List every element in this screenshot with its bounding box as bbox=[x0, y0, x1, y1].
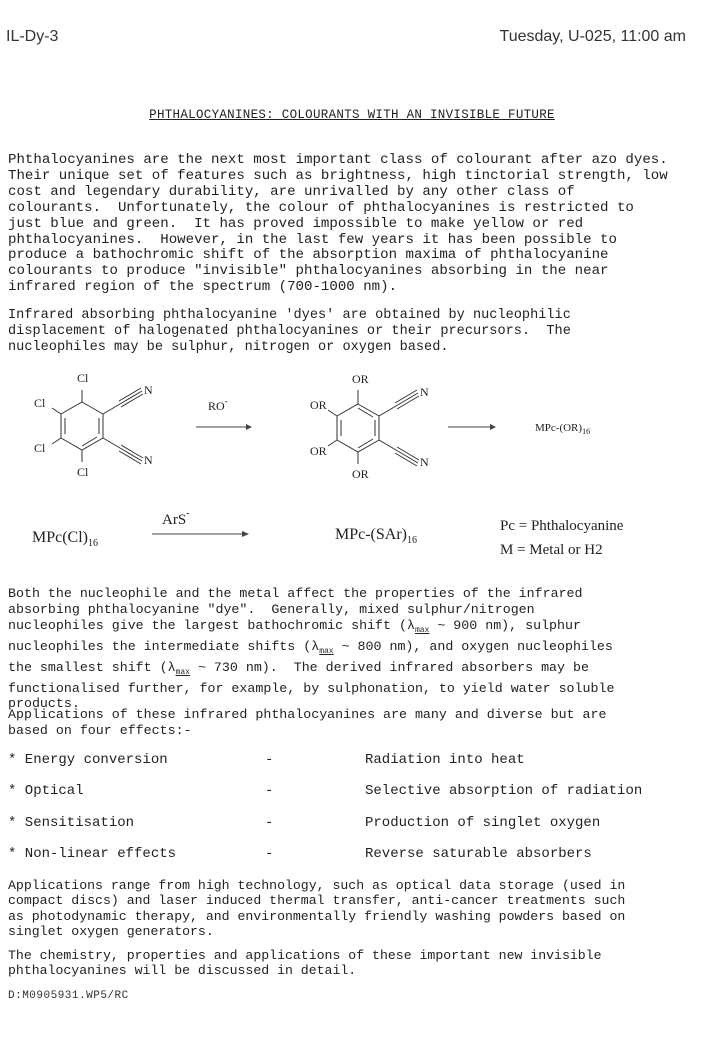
text-line: based on four effects:- bbox=[8, 722, 192, 738]
text-segment: functionalised further, for example, by sulphonation, to yield water soluble bbox=[8, 680, 615, 696]
text-line: colourants. Unfortunately, the colour of phthalocyanines is restricted to bbox=[8, 199, 634, 216]
tetrachlorophthalonitrile-structure bbox=[52, 388, 143, 464]
text-line: produce a bathochromic shift of the absorption maxima of phthalocyanine bbox=[8, 247, 609, 264]
legend-m: M = Metal or H2 bbox=[500, 542, 603, 558]
effect-dash: - bbox=[265, 752, 274, 768]
product-alkoxy-pc: MPc-$(OR)_{16}$ bbox=[535, 422, 591, 436]
reaction-arrow bbox=[196, 424, 252, 430]
text-line: phthalocyanines will be discussed in detail. bbox=[8, 963, 357, 979]
reaction-arrow bbox=[448, 424, 496, 430]
atom-cl: Cl bbox=[34, 441, 46, 455]
text-line: Applications range from high technology, such as optical data storage (used in bbox=[8, 878, 626, 893]
effect-dash: - bbox=[265, 815, 274, 831]
text-segment: Both the nucleophile and the metal affect the properties of the infrared bbox=[8, 586, 583, 601]
effect-dash: - bbox=[265, 846, 274, 862]
session-time: Tuesday, U-025, 11:00 am bbox=[499, 28, 686, 45]
document-title: PHTHALOCYANINES: COLOURANTS WITH AN INVISIBLE FUTURE bbox=[149, 108, 555, 122]
text-line: infrared region of the spectrum (700-1000 nm). bbox=[8, 279, 398, 296]
text-line bbox=[8, 639, 614, 660]
text-line: compact discs) and laser induced thermal transfer, anti-cancer treatments such bbox=[8, 893, 626, 909]
subscript-max: max bbox=[414, 625, 430, 635]
text-line: Phthalocyanines are the next most important class of colourant after azo dyes. bbox=[8, 152, 668, 168]
effect-description: Reverse saturable absorbers bbox=[365, 846, 592, 862]
text-segment: ~ 800 nm), and oxygen nucleophiles bbox=[333, 638, 613, 654]
effect-name: * Energy conversion bbox=[8, 752, 168, 768]
synthesis-paragraph bbox=[8, 308, 571, 356]
effect-name: * Non-linear effects bbox=[8, 846, 177, 862]
text-line bbox=[8, 586, 614, 602]
text-segment: nucleophiles the intermediate shifts (λ bbox=[8, 638, 320, 654]
effect-description: Radiation into heat bbox=[365, 752, 525, 768]
text-line: nucleophiles may be sulphur, nitrogen or oxygen based. bbox=[8, 339, 449, 355]
text-line: Their unique set of features such as brightness, high tinctorial strength, low bbox=[8, 167, 668, 184]
atom-n: N bbox=[144, 453, 153, 467]
atom-cl: Cl bbox=[34, 396, 46, 410]
effect-description: Selective absorption of radiation bbox=[365, 783, 643, 799]
text-segment: products. bbox=[8, 696, 80, 712]
effect-name: * Optical bbox=[8, 783, 84, 799]
text-line bbox=[8, 602, 614, 618]
atom-cl: Cl bbox=[77, 465, 89, 479]
atom-n: N bbox=[144, 383, 153, 397]
product-thio-pc: MPc-$(SAr)_{16}$ bbox=[335, 526, 417, 546]
reagent-arylthiolate: ArS- bbox=[162, 508, 190, 528]
subscript-max: max bbox=[175, 667, 190, 677]
reaction-arrow bbox=[152, 531, 249, 537]
legend-pc: Pc = Phthalocyanine bbox=[500, 518, 624, 534]
applications-paragraph bbox=[8, 878, 625, 939]
text-line: just blue and green. It has proved impossible to make yellow or red bbox=[8, 215, 584, 232]
text-segment: the smallest shift (λ bbox=[8, 659, 176, 675]
atom-n: N bbox=[420, 385, 429, 399]
tetraalkoxyphthalonitrile-structure bbox=[328, 390, 419, 466]
properties-paragraph bbox=[8, 586, 614, 712]
text-line: displacement of halogenated phthalocyanines or their precursors. The bbox=[8, 323, 571, 339]
file-reference: D:M0905931.WP5/RC bbox=[8, 990, 129, 1002]
text-segment: ~ 900 nm), sulphur bbox=[429, 617, 581, 633]
effect-dash: - bbox=[265, 783, 274, 799]
start-chloro-pc: $MPc(Cl)_{16}$ bbox=[32, 529, 98, 549]
text-line: colourants to produce "invisible" phthalocyanines absorbing in the near bbox=[8, 263, 609, 280]
text-line: phthalocyanines. However, in the last few years it has been possible to bbox=[8, 231, 617, 248]
intro-paragraph bbox=[8, 153, 668, 296]
text-line: as photodynamic therapy, and environmentally friendly washing powders based on bbox=[8, 908, 626, 924]
text-line: Applications of these infrared phthalocyanines are many and diverse but are bbox=[8, 707, 607, 722]
text-segment: ~ 730 nm). The derived infrared absorbers may be bbox=[189, 659, 589, 675]
closing-paragraph bbox=[8, 948, 602, 979]
group-or: OR bbox=[352, 467, 369, 481]
reagent-alkoxide: RO- bbox=[208, 396, 228, 413]
effect-description: Production of singlet oxygen bbox=[365, 815, 601, 831]
text-line: The chemistry, properties and applications of these important new invisible bbox=[8, 948, 602, 963]
text-line: Infrared absorbing phthalocyanine 'dyes' are obtained by nucleophilic bbox=[8, 308, 571, 323]
group-or: OR bbox=[310, 444, 327, 458]
applications-intro bbox=[8, 707, 606, 739]
group-or: OR bbox=[352, 372, 369, 386]
text-segment: absorbing phthalocyanine "dye". Generally, mixed sulphur/nitrogen bbox=[8, 601, 535, 617]
subscript-max: max bbox=[319, 646, 334, 656]
text-line: cost and legendary durability, are unrivalled by any other class of bbox=[8, 183, 575, 200]
reaction-scheme bbox=[0, 360, 704, 570]
text-line: singlet oxygen generators. bbox=[8, 923, 214, 939]
session-code: IL-Dy-3 bbox=[6, 28, 59, 45]
atom-n: N bbox=[420, 455, 429, 469]
atom-cl: Cl bbox=[77, 371, 89, 385]
text-line bbox=[8, 681, 614, 697]
text-segment: nucleophiles give the largest bathochromic shift (λ bbox=[8, 617, 415, 633]
text-line bbox=[8, 660, 614, 681]
text-line bbox=[8, 618, 614, 639]
group-or: OR bbox=[310, 398, 327, 412]
effect-name: * Sensitisation bbox=[8, 815, 135, 831]
